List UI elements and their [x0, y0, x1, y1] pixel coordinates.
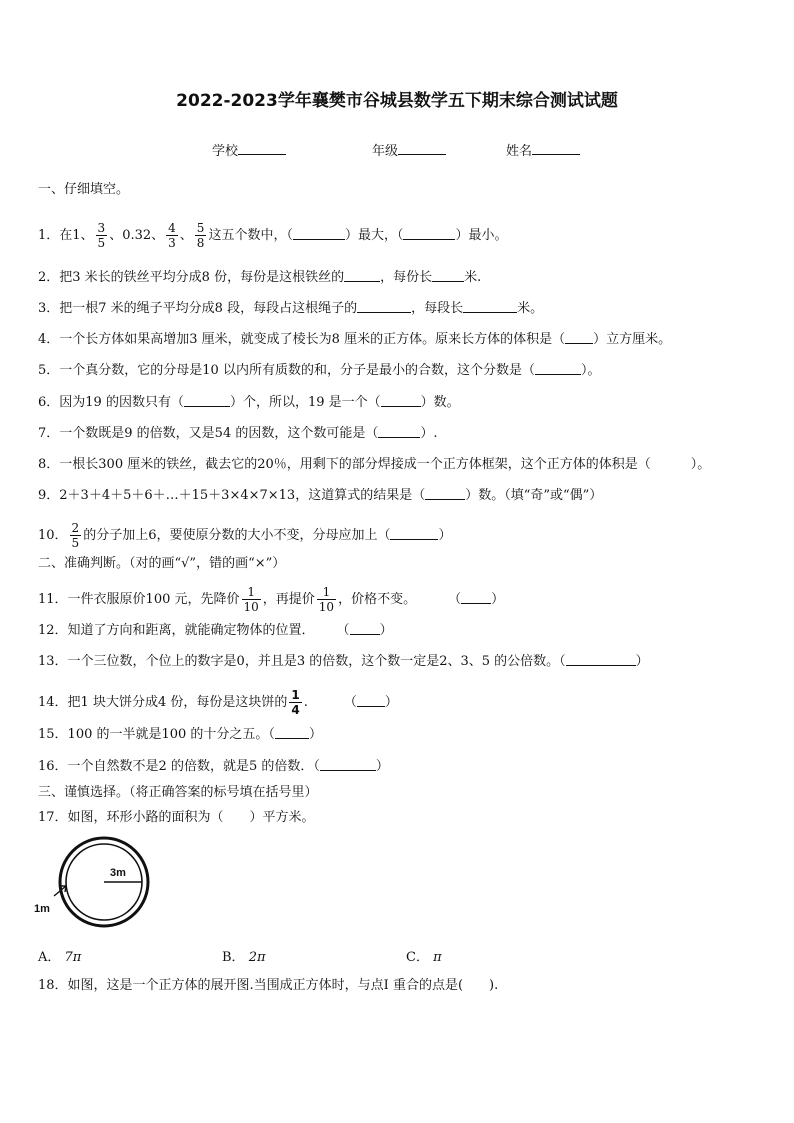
answer-blank[interactable]: [275, 726, 309, 739]
option-b[interactable]: B． 2π: [222, 950, 266, 965]
answer-blank[interactable]: [390, 527, 438, 540]
answer-blank[interactable]: [357, 300, 411, 313]
school-field: [212, 140, 286, 159]
question-15: 15．100 的一半就是100 的十分之五。（ ）: [38, 727, 322, 742]
answer-blank[interactable]: [378, 425, 420, 438]
answer-blank[interactable]: [535, 362, 581, 375]
ring-width-label: 1m: [34, 903, 50, 915]
fraction-2-5: $\frac{2}{5}$: [71, 521, 80, 550]
fraction-5-8: $\frac{5}{8}$: [196, 221, 205, 250]
question-12: 12．知道了方向和距离，就能确定物体的位置． （ ）: [38, 623, 393, 638]
answer-blank[interactable]: [357, 694, 385, 707]
answer-blank[interactable]: [350, 622, 380, 635]
question-6: 6．因为19 的因数只有（ ）个，所以，19 是一个（ ）数。: [38, 395, 460, 410]
school-label: 学校: [212, 144, 239, 159]
question-8: 8．一根长300 厘米的铁丝，截去它的20％，用剩下的部分焊接成一个正方体框架，这个正方体的体积是（ ）。: [38, 457, 711, 472]
fraction-4-3: $\frac{4}{3}$: [168, 221, 176, 250]
question-4: 4．一个长方体如果高增加3 厘米，就变成了棱长为8 厘米的正方体。原来长方体的体积是（ ）立方厘米。: [38, 332, 672, 347]
grade-field: [372, 140, 446, 159]
answer-blank[interactable]: [403, 227, 455, 240]
answer-blank[interactable]: [344, 269, 380, 282]
question-16: 16．一个自然数不是2 的倍数，就是5 的倍数．（ ）: [38, 759, 389, 774]
question-9: 9．2＋3＋4＋5＋6＋…＋15＋3×4×7×13，这道算式的结果是（ ）数。（填“奇”或“偶”）: [38, 488, 603, 503]
name-field: [506, 140, 580, 159]
section-2-heading: 二、准确判断。（对的画“√”，错的画“×”）: [38, 556, 286, 571]
question-17: 17．如图，环形小路的面积为（ ）平方米。: [38, 810, 315, 825]
question-13: 13．一个三位数，个位上的数字是0，并且是3 的倍数，这个数一定是2、3、5 的公倍数。（ ）: [38, 654, 649, 669]
answer-blank[interactable]: [463, 300, 517, 313]
answer-blank[interactable]: [432, 269, 464, 282]
option-a[interactable]: A． 7π: [38, 950, 82, 965]
section-1-heading: 一、仔细填空。: [38, 182, 130, 197]
grade-label: 年级: [372, 144, 399, 159]
answer-blank[interactable]: [381, 394, 421, 407]
question-10: 10． $\frac{2}{5}$ 的分子加上6，要使原分数的大小不变，分母应加上（ ）: [38, 521, 452, 550]
question-1: 1．在1、 $\frac{3}{5}$ 、0.32、 $\frac{4}{3}$ 、 $\frac{5}{8}$ 这五个数中，（ ）最大，（ ）最小。: [38, 221, 508, 250]
name-blank[interactable]: [532, 142, 580, 155]
section-3-heading: 三、谨慎选择。（将正确答案的标号填在括号里）: [38, 785, 318, 800]
option-c[interactable]: C． π: [406, 950, 442, 965]
question-3: 3．把一根7 米的绳子平均分成8 段，每段占这根绳子的 ，每段长 米。: [38, 301, 544, 316]
fraction-3-5: $\frac{3}{5}$: [97, 221, 106, 250]
question-7: 7．一个数既是9 的倍数，又是54 的因数，这个数可能是（ ）.: [38, 426, 438, 441]
question-18: 18．如图，这是一个正方体的展开图.当围成正方体时，与点I 重合的点是( ).: [38, 978, 499, 993]
answer-blank[interactable]: [293, 227, 345, 240]
fraction-1-4: $\frac{1}{4}$: [291, 688, 300, 717]
big-radius-label: 3m: [110, 867, 126, 879]
answer-blank[interactable]: [461, 591, 491, 604]
grade-blank[interactable]: [398, 142, 446, 155]
question-14: 14．把1 块大饼分成4 份，每份是这块饼的 $\frac{1}{4}$ . （ ）: [38, 688, 398, 717]
name-label: 姓名: [506, 144, 533, 159]
answer-blank[interactable]: [565, 331, 593, 344]
answer-blank[interactable]: [425, 487, 465, 500]
answer-blank[interactable]: [184, 394, 230, 407]
fraction-1-10: $\frac{1}{10}$: [318, 585, 335, 614]
answer-blank[interactable]: [566, 653, 636, 666]
school-blank[interactable]: [238, 142, 286, 155]
fraction-1-10: $\frac{1}{10}$: [243, 585, 259, 614]
answer-blank[interactable]: [320, 758, 376, 771]
question-11: 11．一件衣服原价100 元，先降价 $\frac{1}{10}$ ，再提价 $\frac{1}{10}$ ，价格不变。 （ ）: [38, 585, 505, 614]
question-2: 2．把3 米长的铁丝平均分成8 份，每份是这根铁丝的 ，每份长 米.: [38, 270, 482, 285]
ring-path-diagram: [30, 836, 160, 928]
page-title: 2022-2023学年襄樊市谷城县数学五下期末综合测试试题: [176, 91, 618, 111]
question-5: 5．一个真分数，它的分母是10 以内所有质数的和，分子是最小的合数，这个分数是（ ）。: [38, 363, 601, 378]
